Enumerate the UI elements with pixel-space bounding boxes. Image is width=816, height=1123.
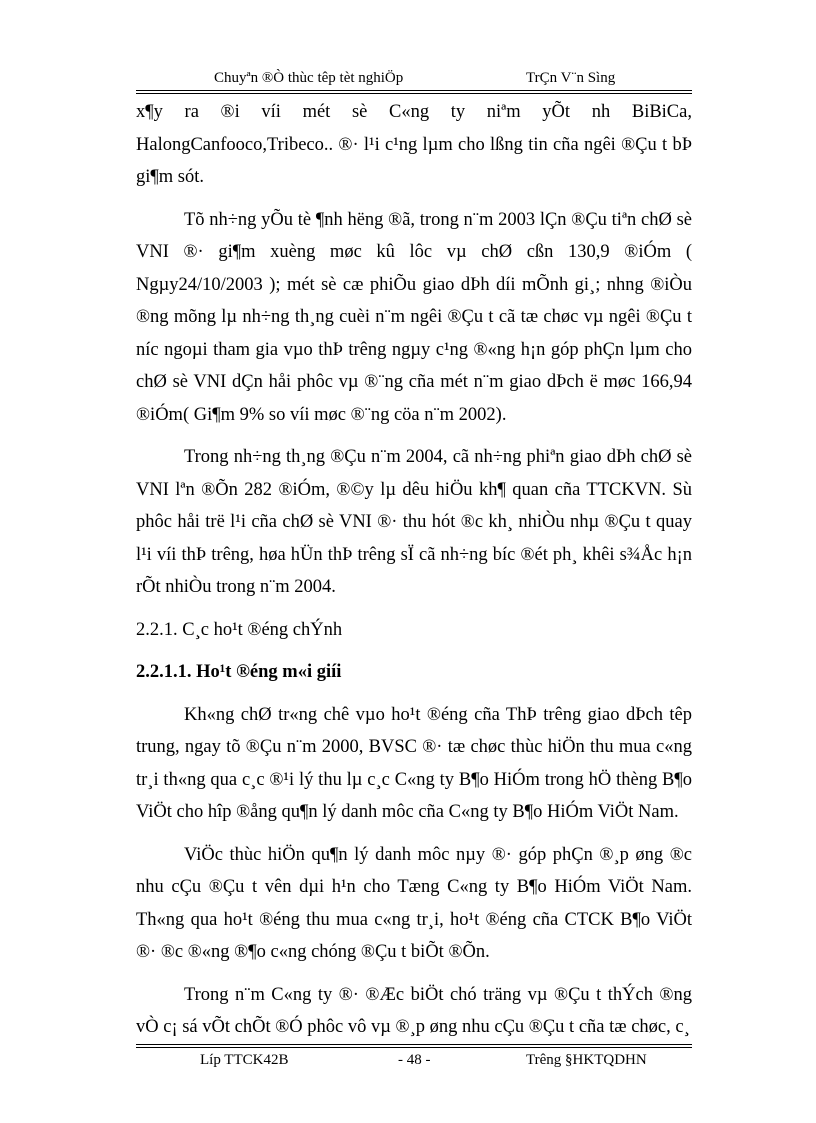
- section-heading: 2.2.1. C¸c ho¹t ®éng chÝnh: [136, 619, 343, 640]
- paragraph: Tõ nh÷ng yÕu tè ¶nh hëng ®ã, trong n¨m 2003 lÇn ®Çu tiªn chØ sè VNI ®· gi¶m xuèng møc kû lôc vµ chØ cßn 130,9 ®iÓm ( Ngµy24/10/2003 ); mét sè cæ phiÕu giao dÞh díi mÕnh gi¸; nhng ®iÒu ®ng mõng lµ nh÷ng th¸ng cuèi n¨m ngêi ®Çu t cã tæ chøc vµ ngêi ®Çu t níc ngoµi tham gia vµo thÞ trêng ngµy c¹ng ®«ng h¡n góp phÇn lµm cho chØ sè VNI dÇn håi phôc vµ ®¨ng cña mét n¨m giao dÞch ë møc 166,94 ®iÓm( Gi¶m 9% so víi møc ®¨ng cöa n¨m 2002).: [136, 209, 692, 425]
- page-header: [136, 68, 692, 90]
- footer-rule-bottom: [136, 1047, 692, 1048]
- header-author: TrÇn V¨n Sìng: [526, 70, 616, 86]
- header-rule-bottom: [136, 93, 692, 94]
- paragraph: Trong nh÷ng th¸ng ®Çu n¨m 2004, cã nh÷ng phiªn giao dÞh chØ sè VNI lªn ®Õn 282 ®iÓm, ®©y lµ dêu hiÖu kh¶ quan cña TTCKVN. Sù phôc håi trë l¹i cña chØ sè VNI ®· thu hót ®c kh¸ nhiÒu nhµ ®Çu t quay l¹i víi thÞ trêng, høa hÜn thÞ trêng sÏ cã nh÷ng bíc ®ét ph¸ khêi s¾Åc h¡n rÕt nhiÒu trong n¨m 2004.: [136, 447, 692, 597]
- paragraph: Trong n¨m C«ng ty ®· ®Æc biÖt chó träng vµ ®Çu t thÝch ®ng vÒ c¡ sá vÕt chÕt ®Ó phôc vô vµ ®¸p øng nhu cÇu ®Çu t cña tæ chøc, c¸: [136, 984, 692, 1037]
- footer-rule-top: [136, 1044, 692, 1045]
- paragraph: ViÖc thùc hiÖn qu¶n lý danh môc nµy ®· góp phÇn ®¸p øng ®c nhu cÇu ®Çu t vên dµi h¹n cho Tæng C«ng ty B¶o HiÓm ViÖt Nam. Th«ng qua ho¹t ®éng thu mua c«ng tr¸i, ho¹t ®éng cña CTCK B¶o ViÖt ®· ®c ®«ng ®¶o c«ng chóng ®Çu t biÕt ®Õn.: [136, 844, 692, 962]
- footer-school: Trêng §HKTQDHN: [526, 1052, 647, 1068]
- header-title: Chuyªn ®Ò thùc têp tèt nghiÖp: [214, 70, 404, 86]
- header-rule-top: [136, 90, 692, 91]
- document-body: [136, 96, 692, 1054]
- footer-class: Líp TTCK42B: [200, 1052, 289, 1068]
- paragraph: Kh«ng chØ tr«ng chê vµo ho¹t ®éng cña ThÞ trêng giao dÞch têp trung, ngay tõ ®Çu n¨m 2000, BVSC ®· tæ chøc thùc hiÖn thu mua c«ng tr¸i th«ng qua c¸c ®¹i lý thu lµ c¸c C«ng ty B¶o HiÓm trong hÖ thèng B¶o ViÖt cho hîp ®ång qu¶n lý danh môc cña C«ng ty B¶o HiÓm ViÖt Nam.: [136, 704, 692, 822]
- subsection-heading: 2.2.1.1. Ho¹t ®éng m«i giíi: [136, 662, 342, 682]
- paragraph: x¶y ra ®i víi mét sè C«ng ty niªm yÕt nh BiBiCa, HalongCanfooco,Tribeco.. ®· l¹i c¹ng lµm cho lßng tin cña ngêi ®Çu t bÞ gi¶m sót.: [136, 102, 692, 187]
- page-number: - 48 -: [398, 1052, 431, 1068]
